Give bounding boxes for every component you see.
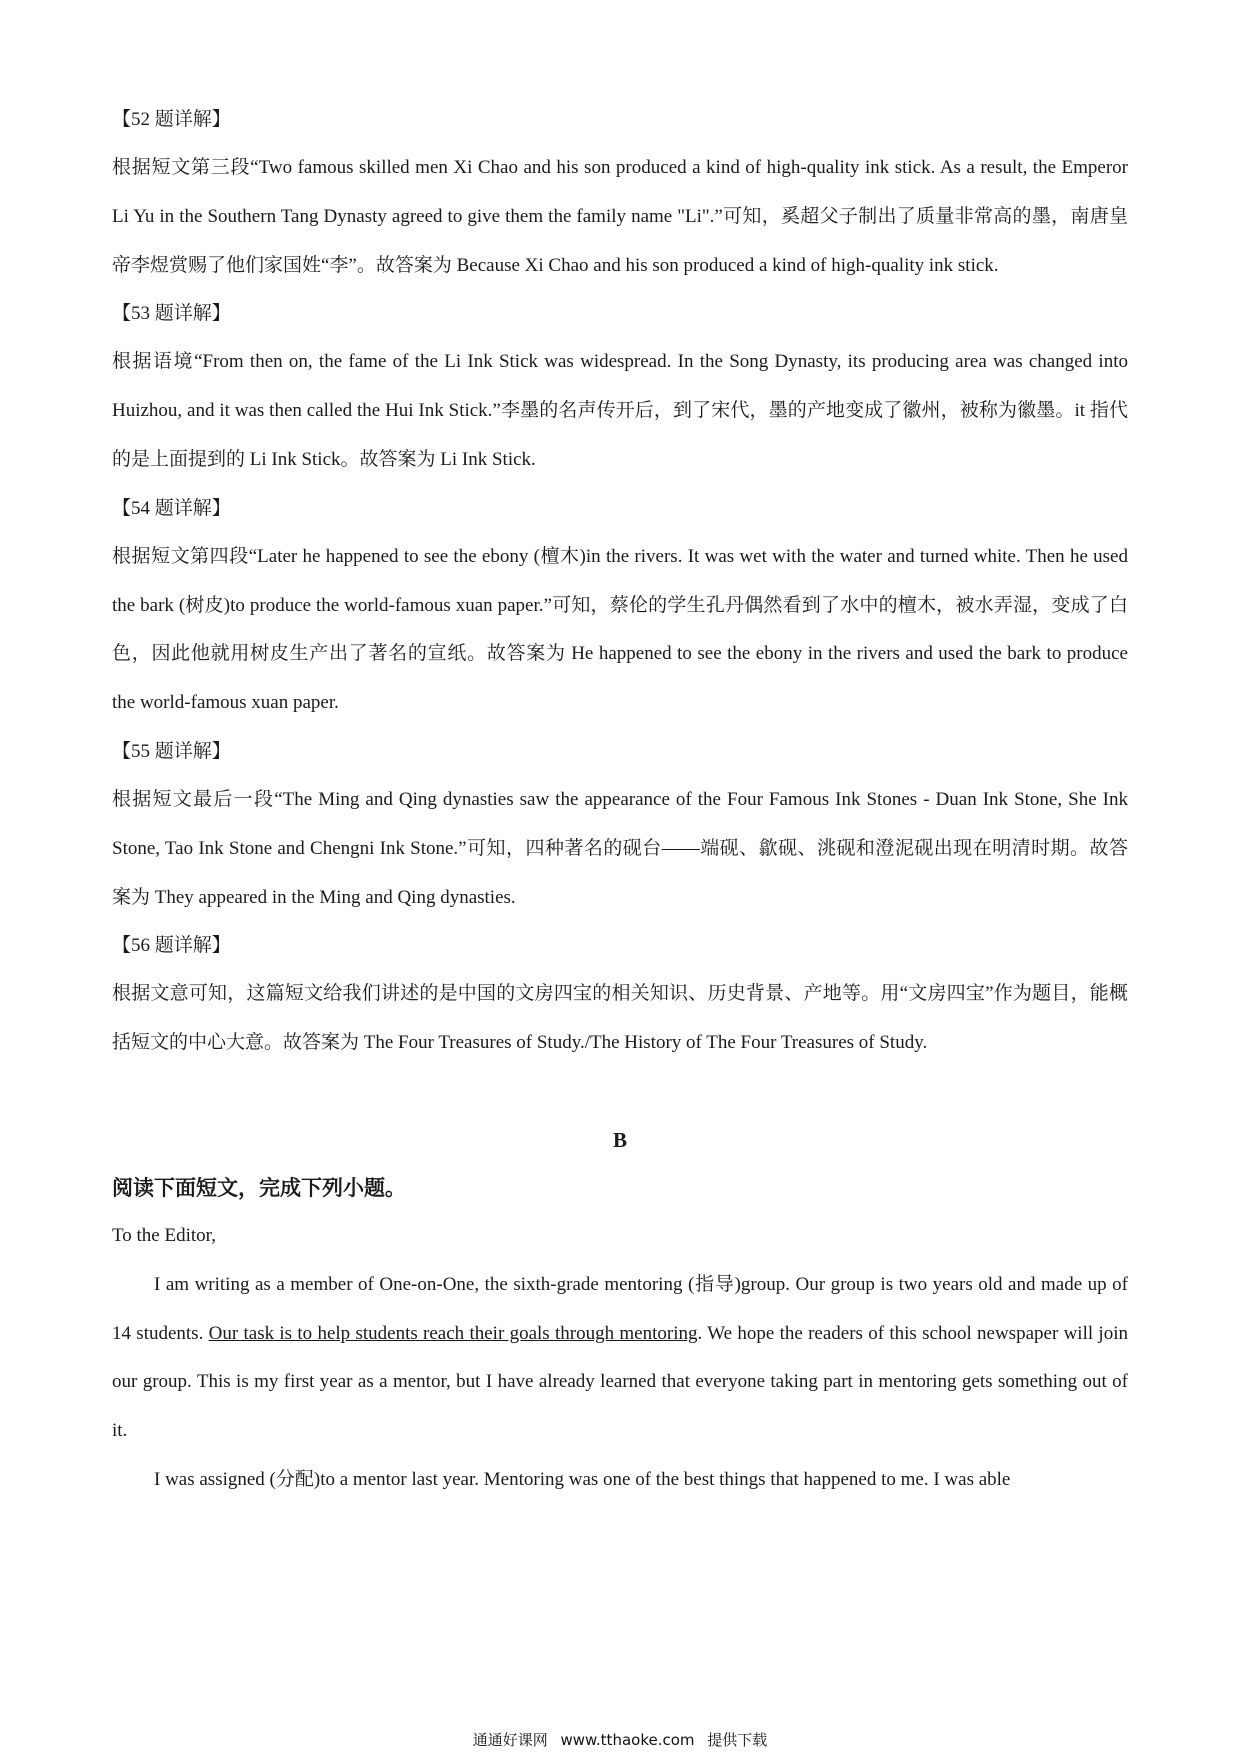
section-title: B <box>612 1127 627 1152</box>
answer-54 <box>112 485 1128 728</box>
footer-url: www.tthaoke.com <box>560 1731 695 1749</box>
answer-heading: 【52 题详解】 <box>112 109 231 130</box>
letter-paragraph-1 <box>112 1261 1128 1456</box>
answer-heading: 【56 题详解】 <box>112 935 231 957</box>
section-spacer <box>112 1068 1128 1116</box>
paragraph-text-before: I am writing as a member of One-on-One, the sixth-grade mentoring (指导)group. Our group is two years old and made up of 14 students. <box>112 1273 1128 1344</box>
letter-paragraph-2: I was assigned (分配)to a mentor last year. Mentoring was one of the best things that happened to me. I was able <box>154 1468 1011 1490</box>
footer-note: 提供下载 <box>707 1731 768 1749</box>
answer-explanation: 根据短文第四段“Later he happened to see the ebony (檀木)in the rivers. It was wet with the water and turned white. Then he used the bark (树皮)to produce the world-famous xuan paper.”可知，蔡伦的学生孔丹偶然看到了水中的檀木，被水弄湿，变成了白色，因此他就用树皮生产出了著名的宣纸。故答案为 He happened to see the ebony in the rivers and used the bark to produce the world-famous xuan paper. <box>112 545 1128 714</box>
section-instruction: 阅读下面短文，完成下列小题。 <box>112 1175 406 1200</box>
answer-explanation: 根据语境“From then on, the fame of the Li Ink Stick was widespread. In the Song Dynasty, its producing area was changed into Huizhou, and it was then called the Hui Ink Stick.”李墨的名声传开后，到了宋代，墨的产地变成了徽州，被称为徽墨。it 指代的是上面提到的 Li Ink Stick。故答案为 Li Ink Stick. <box>112 351 1128 470</box>
answer-explanation: 根据短文第三段“Two famous skilled men Xi Chao and his son produced a kind of high-quality ink stick. As a result, the Emperor Li Yu in the Southern Tang Dynasty agreed to give them the family name "Li".”可知，奚超父子制出了质量非常高的墨，南唐皇帝李煜赏赐了他们家国姓“李”。故答案为 Because Xi Chao and his son produced a kind of high-quality ink stick. <box>112 157 1128 276</box>
answer-52 <box>112 96 1128 290</box>
answer-56 <box>112 922 1128 1068</box>
page-footer <box>0 1730 1240 1750</box>
answer-explanation: 根据文意可知，这篇短文给我们讲述的是中国的文房四宝的相关知识、历史背景、产地等。用“文房四宝”作为题目，能概括短文的中心大意。故答案为 The Four Treasures of Study./The History of The Four Treasures of Study. <box>112 983 1128 1054</box>
answer-explanation: 根据短文最后一段“The Ming and Qing dynasties saw the appearance of the Four Famous Ink Stones - Duan Ink Stone, She Ink Stone, Tao Ink Stone and Chengni Ink Stone.”可知，四种著名的砚台——端砚、歙砚、洮砚和澄泥砚出现在明清时期。故答案为 They appeared in the Ming and Qing dynasties. <box>112 788 1128 908</box>
answer-55 <box>112 728 1128 922</box>
footer-site-name: 通通好课网 <box>472 1731 548 1749</box>
answer-heading: 【53 题详解】 <box>112 303 231 325</box>
document-page <box>112 96 1128 1505</box>
answer-53 <box>112 290 1128 484</box>
letter-salutation: To the Editor, <box>112 1224 216 1246</box>
underlined-sentence: Our task is to help students reach their goals through mentoring <box>208 1322 698 1344</box>
answer-heading: 【54 题详解】 <box>112 497 231 519</box>
answer-heading: 【55 题详解】 <box>112 740 231 762</box>
paragraph-text-after: . We hope the readers of this school newspaper will join our group. This is my first year as a mentor, but I have already learned that everyone taking part in mentoring gets something out of it. <box>112 1322 1128 1442</box>
